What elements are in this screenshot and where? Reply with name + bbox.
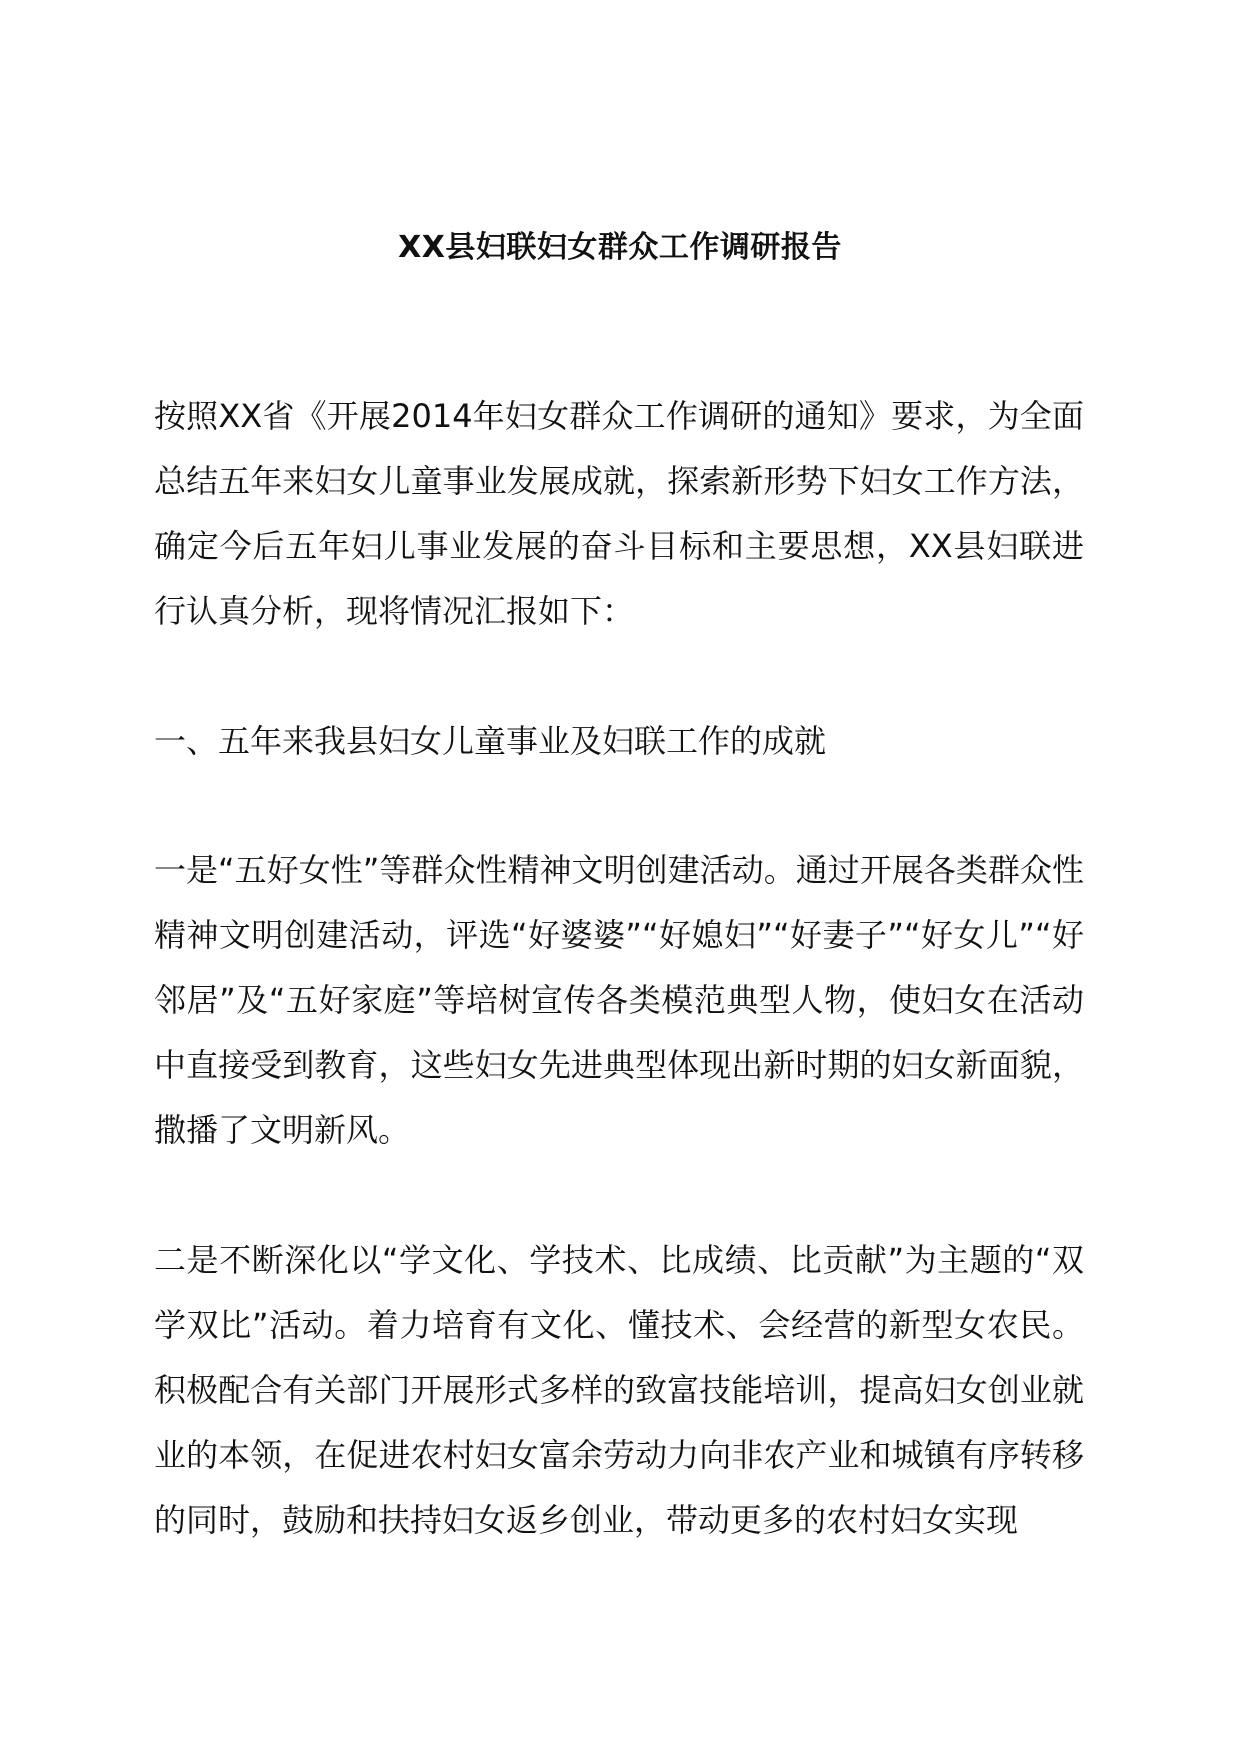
document-title: XX县妇联妇女群众工作调研报告 [398, 230, 842, 265]
body-paragraph: 二是不断深化以“学文化、学技术、比成绩、比贡献”为主题的“双学双比”活动。着力培育有文化、懂技术、会经营的新型女农民。积极配合有关部门开展形式多样的致富技能培训，提高妇女创业就业的本领，在促进农村妇女富余劳动力向非农产业和城镇有序转移的同时，鼓励和扶持妇女返乡创业，带动更多的农村妇女实现 [154, 1241, 1084, 1539]
section-heading: 一、五年来我县妇女儿童事业及妇联工作的成就 [154, 722, 827, 760]
intro-paragraph: 按照XX省《开展2014年妇女群众工作调研的通知》要求，为全面总结五年来妇女儿童事业发展成就，探索新形势下妇女工作方法，确定今后五年妇儿事业发展的奋斗目标和主要思想，XX县妇联进行认真分析，现将情况汇报如下： [154, 397, 1084, 630]
body-paragraph: 一是“五好女性”等群众性精神文明创建活动。通过开展各类群众性精神文明创建活动，评选“好婆婆”“好媳妇”“好妻子”“好女儿”“好邻居”及“五好家庭”等培树宣传各类模范典型人物，使妇女在活动中直接受到教育，这些妇女先进典型体现出新时期的妇女新面貌，撒播了文明新风。 [154, 851, 1084, 1149]
